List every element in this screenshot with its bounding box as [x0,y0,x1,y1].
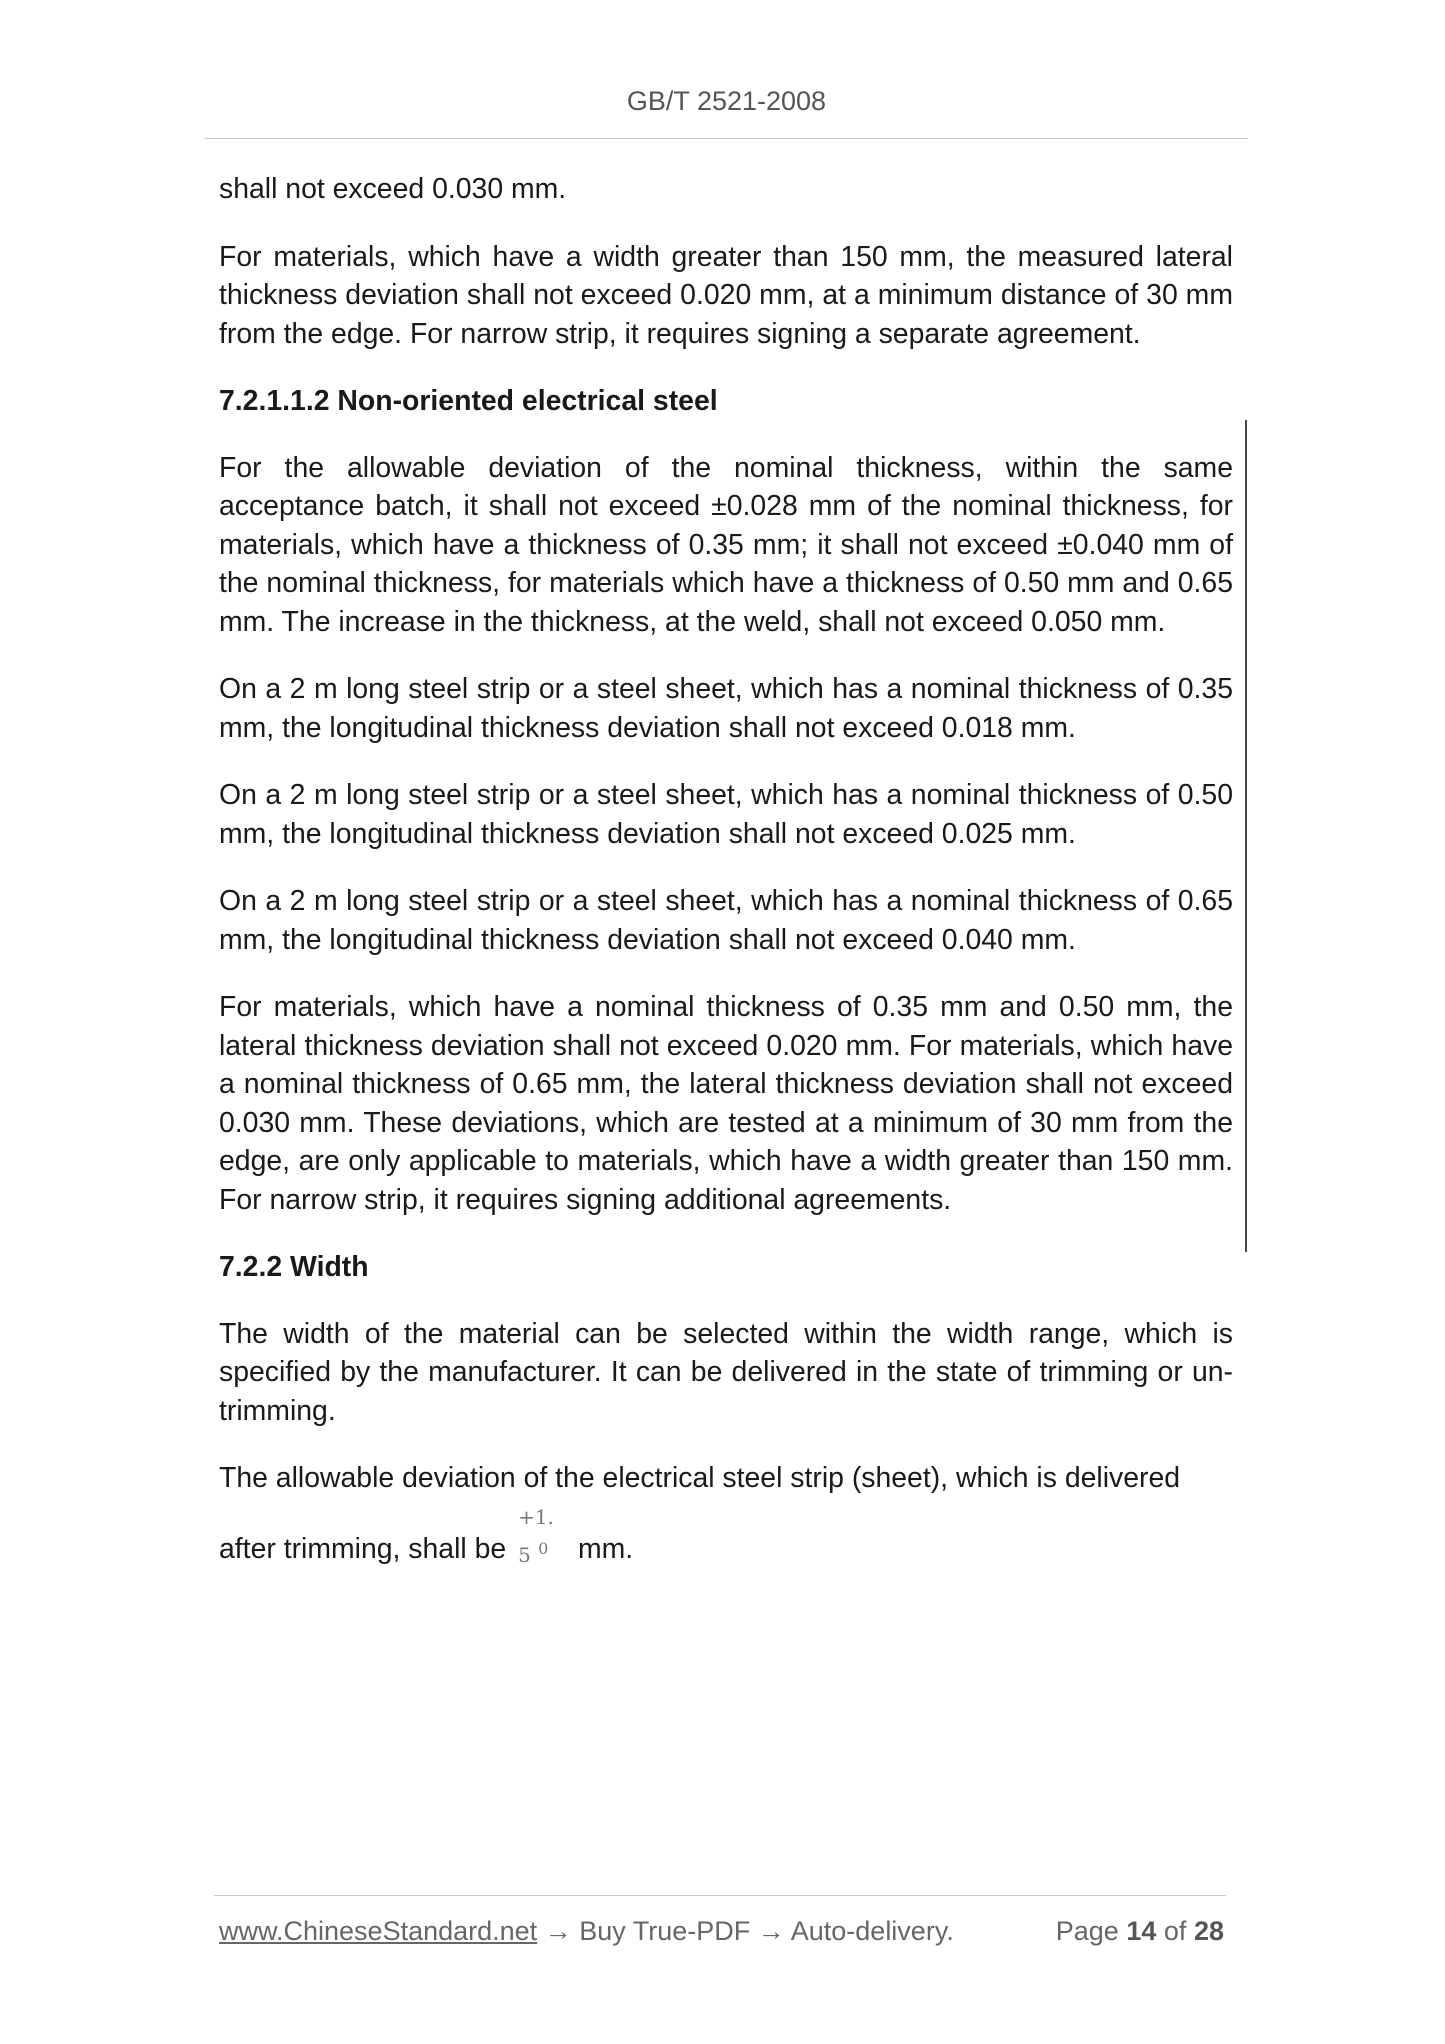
total-pages: 28 [1193,1916,1224,1946]
tolerance-lower: 0 [538,1538,549,1558]
paragraph-continuation: shall not exceed 0.030 mm. [219,173,567,205]
website-link[interactable]: www.ChineseStandard.net [219,1916,538,1946]
paragraph-tolerance-line [219,1504,1233,1569]
page-number: 14 [1126,1916,1157,1946]
paragraph-longitudinal-050: On a 2 m long steel strip or a steel sheet, which has a nominal thickness of 0.50 mm, the longitudinal thickness deviation shall not exceed 0.025 mm. [219,779,1233,850]
page-indicator [1056,1916,1224,1947]
page-label: Page [1055,1916,1119,1946]
revision-bar [1245,420,1247,1252]
paragraph-trimming-deviation: The allowable deviation of the electrical steel strip (sheet), which is delivered [219,1462,1181,1494]
paragraph-longitudinal-035: On a 2 m long steel strip or a steel sheet, which has a nominal thickness of 0.35 mm, the longitudinal thickness deviation shall not exceed 0.018 mm. [219,673,1233,744]
footer-divider [214,1895,1226,1896]
paragraph-width-selection: The width of the material can be selected within the width range, which is specified by the manufacturer. It can be delivered in the state of trimming or un-trimming. [219,1317,1233,1427]
page-body [219,170,1233,1597]
paragraph-lateral-deviation: For materials, which have a width greater than 150 mm, the measured lateral thickness deviation shall not exceed 0.020 mm, at a minimum distance of 30 mm from the edge. For narrow strip, it requires signing a separate agreement. [219,240,1233,350]
paragraph-lateral-thickness: For materials, which have a nominal thickness of 0.35 mm and 0.50 mm, the lateral thickness deviation shall not exceed 0.020 mm. For materials, which have a nominal thickness of 0.65 mm, the lateral thickness deviation shall not exceed 0.030 mm. These deviations, which are tested at a minimum of 30 mm from the edge, are only applicable to materials, which have a width greater than 150 mm. For narrow strip, it requires signing additional agreements. [219,991,1233,1216]
tolerance-value [514,1504,570,1567]
section-heading-non-oriented: 7.2.1.1.2 Non-oriented electrical steel [219,385,718,417]
tolerance-text-after: mm. [577,1532,634,1565]
of-label: of [1163,1916,1187,1946]
tolerance-upper: +1. 5 [518,1504,554,1567]
footer-tagline: → Buy True-PDF → Auto-delivery. [537,1916,954,1946]
paragraph-longitudinal-065: On a 2 m long steel strip or a steel sheet, which has a nominal thickness of 0.65 mm, the longitudinal thickness deviation shall not exceed 0.040 mm. [219,885,1233,956]
document-id-header: GB/T 2521-2008 [626,86,827,116]
header-divider [205,138,1248,139]
paragraph-nominal-thickness: For the allowable deviation of the nominal thickness, within the same acceptance batch, it shall not exceed ±0.028 mm of the nominal thickness, for materials, which have a thickness of 0.35 mm; it shall not exceed ±0.040 mm of the nominal thickness, for materials which have a thickness of 0.50 mm and 0.65 mm. The increase in the thickness, at the weld, shall not exceed 0.050 mm. [219,451,1233,638]
section-heading-width: 7.2.2 Width [219,1251,369,1283]
page-footer [219,1916,1224,1947]
tolerance-text-before: after trimming, shall be [219,1532,507,1565]
